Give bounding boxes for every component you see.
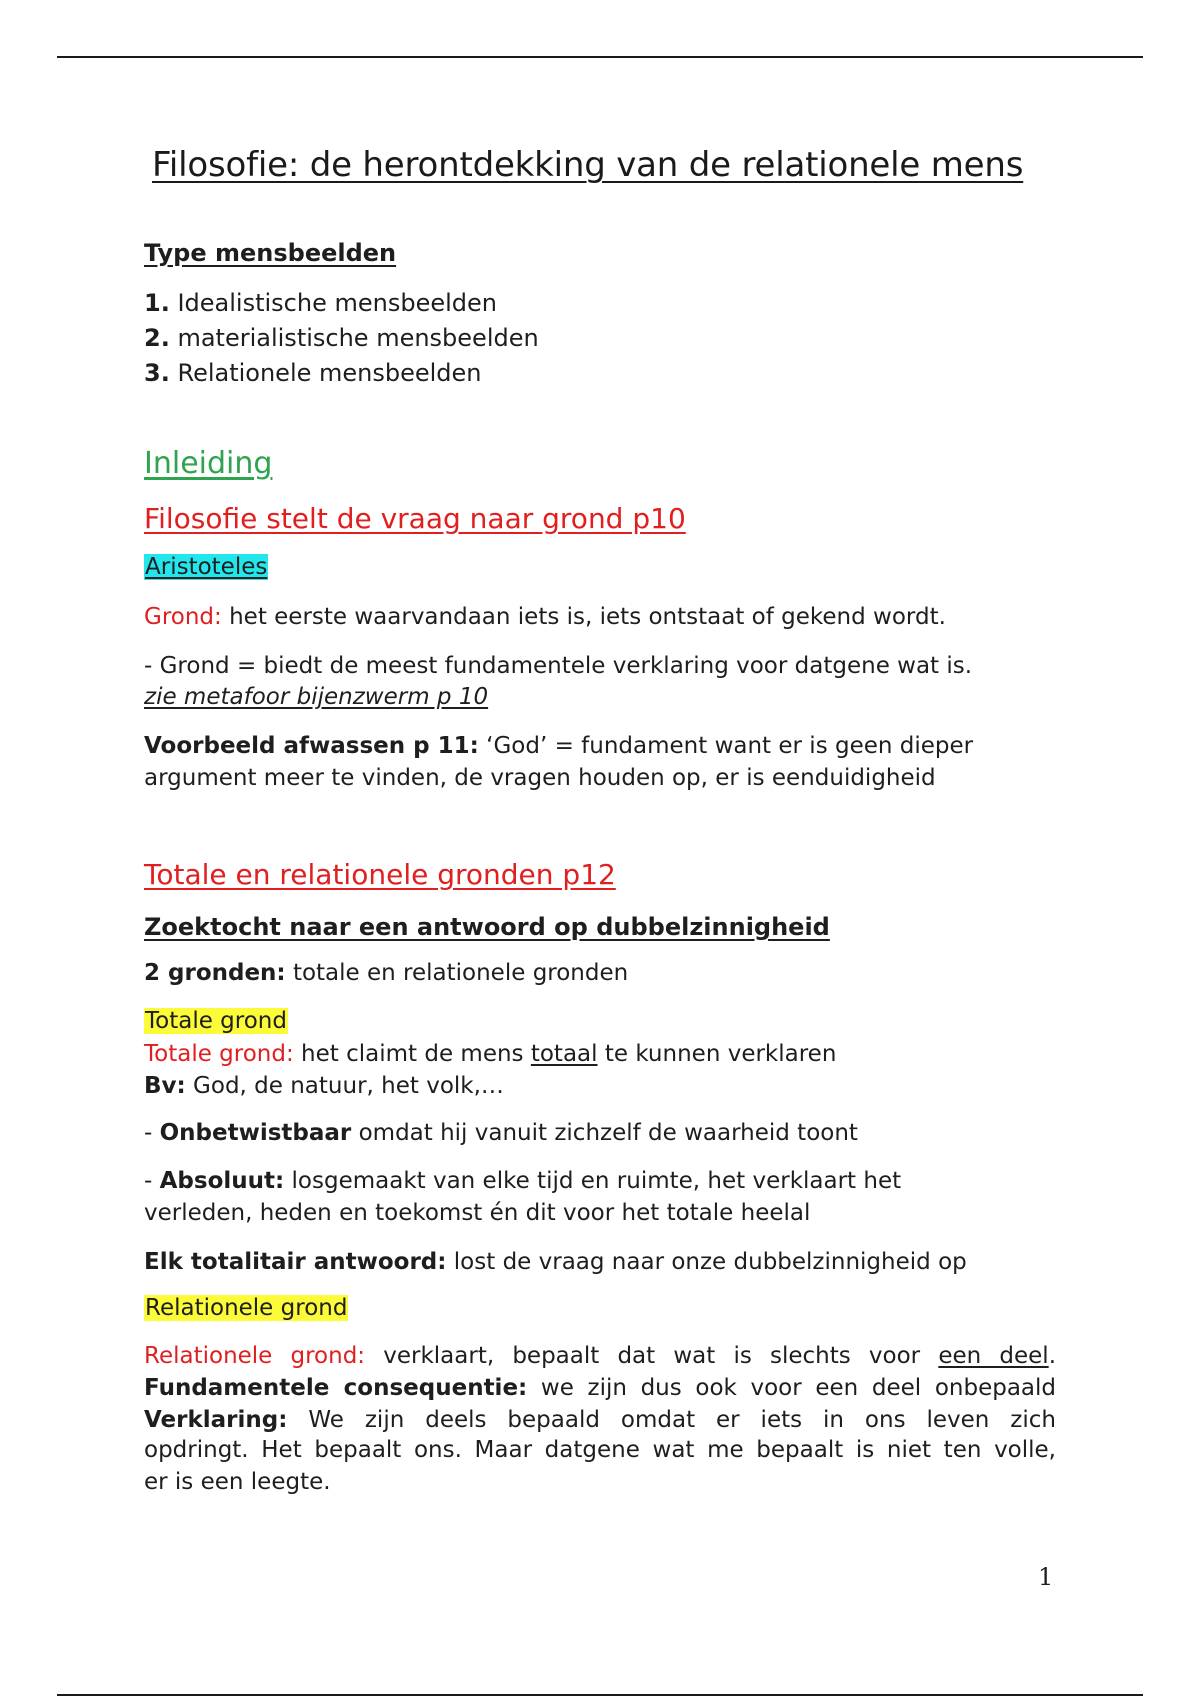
- bv-line: [144, 1073, 504, 1099]
- type-item-text: Relationele mensbeelden: [177, 359, 482, 387]
- header-rule: [57, 56, 1143, 58]
- totale-grond-text-b: te kunnen verklaren: [597, 1041, 837, 1067]
- fundamentele-consequentie-text: we zijn dus ook voor een deel onbepaald: [527, 1375, 1057, 1401]
- aristoteles-highlight: Aristoteles: [145, 554, 268, 580]
- verklaring-label: Verklaring:: [144, 1407, 288, 1433]
- aristoteles-label: [144, 554, 268, 580]
- onbetwistbaar-text: omdat hij vanuit zichzelf de waarheid toont: [351, 1120, 858, 1146]
- grond-definition: [144, 604, 946, 630]
- voorbeeld-label: Voorbeeld afwassen p 11:: [144, 733, 479, 759]
- elk-totalitair-line: [144, 1249, 967, 1275]
- gronden-label: 2 gronden:: [144, 960, 286, 986]
- type-item-number: 1.: [144, 289, 170, 317]
- voorbeeld-line-2: argument meer te vinden, de vragen houden op, er is eenduidigheid: [144, 765, 936, 791]
- grond-explanation: - Grond = biedt de meest fundamentele verklaring voor datgene wat is.: [144, 653, 973, 679]
- absoluut-label: Absoluut:: [159, 1168, 285, 1194]
- relationele-grond-highlight-row: [144, 1295, 348, 1321]
- voorbeeld-line-1: [144, 733, 973, 759]
- totale-grond-definition: [144, 1041, 836, 1067]
- dash: -: [144, 1120, 160, 1146]
- type-item-1: [144, 289, 497, 317]
- absoluut-line-1: [144, 1168, 901, 1194]
- elk-totalitair-text: lost de vraag naar onze dubbelzinnigheid op: [446, 1249, 967, 1275]
- een-deel-underlined: een deel: [938, 1343, 1049, 1369]
- elk-totalitair-label: Elk totalitair antwoord:: [144, 1249, 447, 1275]
- totaal-underlined: totaal: [530, 1041, 598, 1067]
- section-heading-gronden: Totale en relationele gronden p12: [144, 858, 616, 891]
- relationele-grond-definition: [144, 1343, 1056, 1369]
- totale-grond-highlight-row: [144, 1008, 288, 1034]
- grond-text: het eerste waarvandaan iets is, iets ontstaat of gekend wordt.: [221, 604, 946, 630]
- verklaring-line-2: opdringt. Het bepaalt ons. Maar datgene wat me bepaalt is niet ten volle,: [144, 1437, 1056, 1463]
- bv-text: God, de natuur, het volk,…: [185, 1073, 504, 1099]
- zoektocht-subheading: Zoektocht naar een antwoord op dubbelzinnigheid: [144, 913, 830, 941]
- totale-grond-label: Totale grond:: [144, 1041, 294, 1067]
- document-title: Filosofie: de herontdekking van de relationele mens: [152, 145, 1024, 185]
- page-number: 1: [1038, 1563, 1054, 1591]
- totale-grond-text-a: het claimt de mens: [293, 1041, 531, 1067]
- bv-label: Bv:: [144, 1073, 186, 1099]
- grond-label: Grond:: [144, 604, 222, 630]
- relationele-grond-label: Relationele grond:: [144, 1343, 366, 1369]
- type-heading: Type mensbeelden: [144, 239, 397, 267]
- gronden-text: totale en relationele gronden: [285, 960, 629, 986]
- absoluut-line-2: verleden, heden en toekomst én dit voor het totale heelal: [144, 1200, 811, 1226]
- section-heading-grond: Filosofie stelt de vraag naar grond p10: [144, 502, 686, 535]
- type-item-text: Idealistische mensbeelden: [177, 289, 497, 317]
- fundamentele-consequentie-label: Fundamentele consequentie:: [144, 1375, 528, 1401]
- verklaring-text: We zijn deels bepaald omdat er iets in ons leven zich: [287, 1407, 1056, 1433]
- verklaring-line-3: er is een leegte.: [144, 1469, 331, 1495]
- type-item-2: [144, 324, 539, 352]
- type-item-3: [144, 359, 482, 387]
- metafoor-reference: zie metafoor bijenzwerm p 10: [144, 684, 489, 710]
- inleiding-heading: Inleiding: [144, 446, 273, 481]
- onbetwistbaar-line: [144, 1120, 858, 1146]
- relationele-grond-text-b: .: [1048, 1343, 1056, 1369]
- footer-rule: [57, 1694, 1143, 1696]
- verklaring-line-1: [144, 1407, 1056, 1433]
- onbetwistbaar-label: Onbetwistbaar: [159, 1120, 352, 1146]
- type-item-number: 3.: [144, 359, 170, 387]
- gronden-line: [144, 960, 628, 986]
- dash: -: [144, 1168, 160, 1194]
- fundamentele-consequentie-line: [144, 1375, 1056, 1401]
- type-item-text: materialistische mensbeelden: [177, 324, 539, 352]
- type-item-number: 2.: [144, 324, 170, 352]
- totale-grond-highlight: Totale grond: [145, 1008, 287, 1034]
- absoluut-text: losgemaakt van elke tijd en ruimte, het verklaart het: [284, 1168, 902, 1194]
- relationele-grond-highlight: Relationele grond: [145, 1295, 348, 1321]
- relationele-grond-text-a: verklaart, bepaalt dat wat is slechts voor: [365, 1343, 939, 1369]
- voorbeeld-text: ‘God’ = fundament want er is geen dieper: [478, 733, 974, 759]
